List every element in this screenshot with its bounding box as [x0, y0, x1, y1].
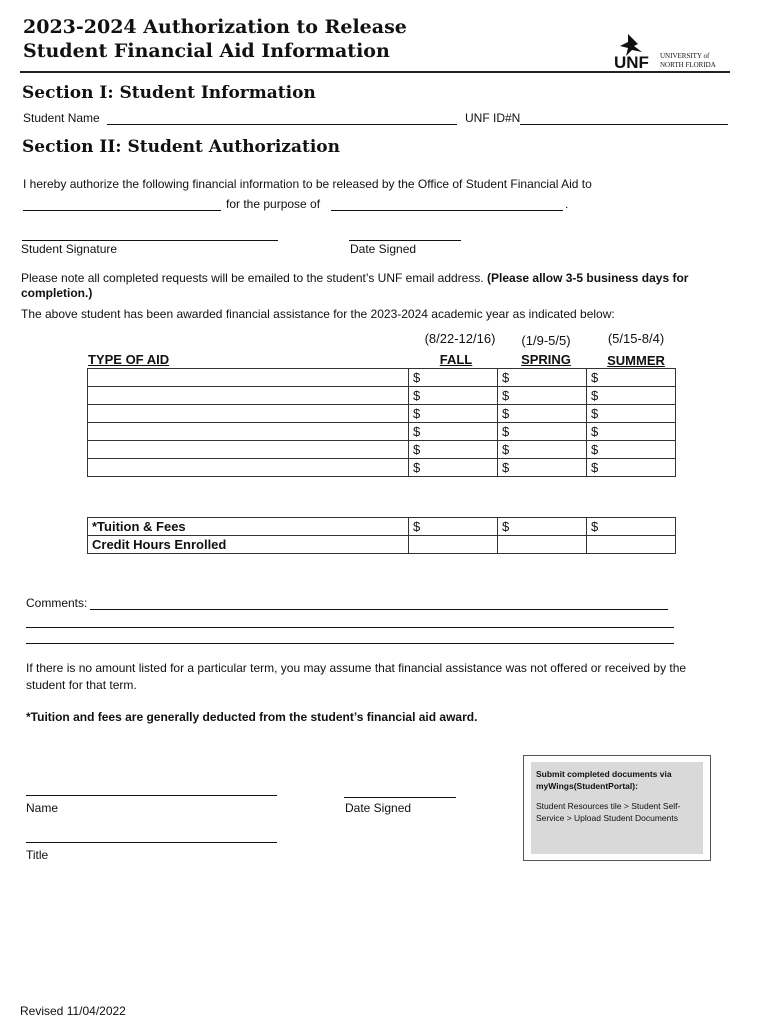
- aid-spring-amount-cell[interactable]: $: [498, 459, 587, 477]
- name-field[interactable]: [26, 795, 277, 796]
- aid-spring-amount-cell[interactable]: $: [498, 387, 587, 405]
- fall-dates: (8/22-12/16): [424, 331, 496, 346]
- logo-text: UNF: [614, 53, 649, 72]
- aid-summer-amount-cell[interactable]: $: [587, 459, 676, 477]
- credit-hours-spring-cell[interactable]: [498, 536, 587, 554]
- authorize-text: I hereby authorize the following financial information to be released by the Office of Student Financial Aid to: [23, 177, 592, 191]
- spring-header: SPRING: [521, 352, 571, 367]
- tuition-deduction-note: *Tuition and fees are generally deducted from the student’s financial aid award.: [26, 710, 478, 724]
- aid-fall-amount-cell[interactable]: $: [409, 423, 498, 441]
- logo-sub-1: UNIVERSITY of: [660, 52, 710, 60]
- aid-row: [88, 423, 676, 441]
- aid-summer-amount-cell[interactable]: $: [587, 387, 676, 405]
- aid-fall-amount-cell[interactable]: $: [409, 405, 498, 423]
- aid-fall-amount-cell[interactable]: $: [409, 387, 498, 405]
- no-amount-note: If there is no amount listed for a particular term, you may assume that financial assistance was not offered or received by the student for that term.: [26, 661, 687, 692]
- date-signed-label: Date Signed: [350, 242, 417, 256]
- aid-spring-amount-cell[interactable]: $: [498, 369, 587, 387]
- student-name-label: Student Name: [23, 111, 100, 125]
- email-note: [21, 271, 711, 301]
- purpose-period: .: [565, 197, 569, 211]
- student-name-field[interactable]: [107, 124, 457, 125]
- aid-summer-amount-cell[interactable]: $: [587, 369, 676, 387]
- title-field[interactable]: [26, 842, 277, 843]
- submit-instructions-inner: [531, 762, 703, 854]
- title-label: Title: [26, 848, 49, 862]
- aid-type-cell[interactable]: [88, 423, 409, 441]
- aid-row: [88, 369, 676, 387]
- aid-spring-amount-cell[interactable]: $: [498, 423, 587, 441]
- aid-row: [88, 459, 676, 477]
- aid-type-cell[interactable]: [88, 459, 409, 477]
- aid-table: [87, 368, 676, 477]
- tuition-summer-cell[interactable]: $: [587, 518, 676, 536]
- aid-fall-amount-cell[interactable]: $: [409, 369, 498, 387]
- header-rule: [20, 71, 730, 73]
- signoff-date-field[interactable]: [344, 797, 456, 798]
- tuition-spring-cell[interactable]: $: [498, 518, 587, 536]
- submit-heading: Submit completed documents via myWings(StudentPortal):: [536, 769, 672, 791]
- aid-summer-amount-cell[interactable]: $: [587, 441, 676, 459]
- spring-dates: (1/9-5/5): [521, 333, 571, 348]
- tuition-row: [88, 518, 676, 536]
- student-signature-label: Student Signature: [21, 242, 118, 256]
- aid-type-cell[interactable]: [88, 387, 409, 405]
- tuition-table: [87, 517, 676, 554]
- aid-fall-amount-cell[interactable]: $: [409, 459, 498, 477]
- purpose-field[interactable]: [331, 210, 563, 211]
- tuition-fall-cell[interactable]: $: [409, 518, 498, 536]
- student-signature-field[interactable]: [22, 240, 278, 241]
- aid-row: [88, 441, 676, 459]
- email-note-bold: (Please allow 3-5 business days for completion.): [21, 271, 689, 300]
- recipient-field[interactable]: [23, 210, 221, 211]
- aid-fall-amount-cell[interactable]: $: [409, 441, 498, 459]
- aid-summer-amount-cell[interactable]: $: [587, 423, 676, 441]
- credit-hours-summer-cell[interactable]: [587, 536, 676, 554]
- title-line-1: 2023-2024 Authorization to Release: [23, 16, 407, 38]
- summer-dates: (5/15-8/4): [607, 331, 665, 346]
- credit-hours-fall-cell[interactable]: [409, 536, 498, 554]
- aid-spring-amount-cell[interactable]: $: [498, 405, 587, 423]
- submit-path: Student Resources tile > Student Self-Service > Upload Student Documents: [536, 801, 681, 823]
- aid-type-cell[interactable]: [88, 369, 409, 387]
- title-line-2: Student Financial Aid Information: [23, 40, 390, 62]
- email-note-text: Please note all completed requests will be emailed to the student’s UNF email address.: [21, 271, 484, 285]
- aid-type-cell[interactable]: [88, 441, 409, 459]
- tuition-label: *Tuition & Fees: [88, 518, 409, 536]
- fall-header: FALL: [439, 352, 473, 367]
- document-title: [23, 15, 407, 63]
- logo-sub-2: NORTH FLORIDA: [660, 61, 716, 69]
- aid-summer-amount-cell[interactable]: $: [587, 405, 676, 423]
- unf-logo: [612, 30, 732, 72]
- section2-heading: Section II: Student Authorization: [22, 137, 340, 157]
- signoff-date-label: Date Signed: [345, 801, 412, 815]
- type-of-aid-header: TYPE OF AID: [88, 352, 170, 367]
- section1-heading: Section I: Student Information: [22, 83, 316, 103]
- aid-row: [88, 387, 676, 405]
- revised-date: Revised 11/04/2022: [20, 1004, 126, 1018]
- name-label: Name: [26, 801, 59, 815]
- purpose-label: for the purpose of: [226, 197, 321, 211]
- comments-line-1[interactable]: [90, 609, 668, 610]
- aid-spring-amount-cell[interactable]: $: [498, 441, 587, 459]
- unf-id-field[interactable]: [520, 124, 728, 125]
- summer-header: SUMMER: [607, 353, 665, 368]
- comments-line-3[interactable]: [26, 643, 674, 644]
- awarded-text: The above student has been awarded financial assistance for the 2023-2024 academic year as indicated below:: [21, 307, 615, 321]
- unf-id-label: UNF ID#N: [465, 111, 521, 125]
- comments-line-2[interactable]: [26, 627, 674, 628]
- credit-hours-label: Credit Hours Enrolled: [88, 536, 409, 554]
- submit-instructions-box: [523, 755, 711, 861]
- credit-hours-row: [88, 536, 676, 554]
- date-signed-field[interactable]: [349, 240, 461, 241]
- aid-type-cell[interactable]: [88, 405, 409, 423]
- comments-label: Comments:: [26, 596, 88, 610]
- aid-row: [88, 405, 676, 423]
